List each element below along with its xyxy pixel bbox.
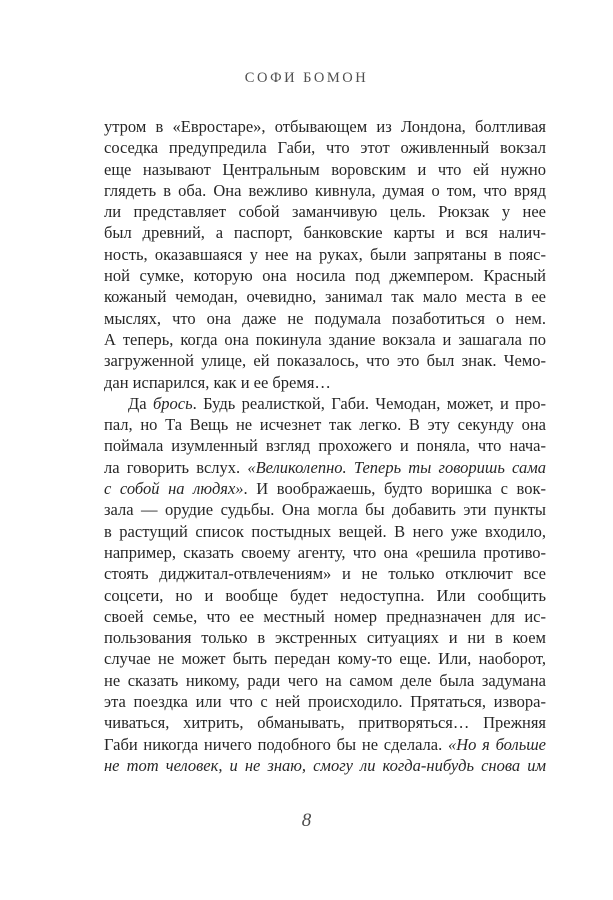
body-text: глядеть в оба. Она вежливо кивнула, думая о том, что вряд [104, 180, 546, 200]
body-text: соседка предупредила Габи, что этот оживленный вокзал [104, 138, 546, 158]
page-number: 8 [301, 810, 312, 831]
body-text: стоять диджитал-отвлечениям» и не только отключит все [104, 564, 546, 584]
text-line [104, 670, 546, 691]
body-text: . И воображаешь, будто воришка с вок- [243, 479, 546, 499]
text-line [104, 244, 546, 265]
body-text: ла говорить вслух. [104, 457, 248, 477]
body-text: Да [128, 393, 153, 413]
text-line [104, 521, 546, 542]
body-text: А теперь, когда она покинула здание вокзала и зашагала по [104, 329, 546, 349]
italic-text: не тот человек, и не знаю, смогу ли когда-нибудь снова им [104, 755, 546, 775]
text-line [104, 414, 546, 435]
text-line [104, 478, 546, 499]
body-text: поймала изумленный взгляд прохожего и поняла, что нача- [104, 436, 546, 456]
text-line [104, 137, 546, 158]
italic-text: «Но я больше [448, 734, 546, 754]
text-line [104, 606, 546, 627]
text-line [104, 648, 546, 669]
text-line [104, 201, 546, 222]
text-line [104, 542, 546, 563]
body-text: зала — орудие судьбы. Она могла бы добавить эти пункты [104, 500, 546, 520]
text-line [104, 265, 546, 286]
body-text: например, сказать своему агенту, что она «решила противо- [104, 542, 546, 562]
body-text: пал, но Та Вещь не исчезнет так легко. В эту секунду она [104, 415, 546, 435]
body-text: ность, оказавшаяся у нее на руках, были запрятаны в пояс- [104, 244, 546, 264]
running-header: СОФИ БОМОН [244, 70, 369, 86]
text-line [104, 712, 546, 733]
body-text: в растущий список постыдных вещей. В него уже входило, [104, 521, 546, 541]
body-text: пользования только в экстренных ситуациях и ни в коем [104, 628, 546, 648]
text-line [104, 627, 546, 648]
text-line [104, 372, 546, 393]
body-text: был древний, а паспорт, банковские карты и вся налич- [104, 223, 546, 243]
body-text: ли представляет собой заманчивую цель. Рюкзак у нее [104, 202, 546, 222]
text-block [104, 116, 546, 776]
body-text: Габи никогда ничего подобного бы не сделала. [104, 734, 448, 754]
body-text: мыслях, что она даже не подумала позаботиться о нем. [104, 308, 546, 328]
body-text: еще называют Центральным воровским и что ей нужно [104, 159, 546, 179]
text-line [104, 393, 546, 414]
body-text: соцсети, но и вообще будет недоступна. Или сообщить [104, 585, 546, 605]
italic-text: с собой на людях» [104, 479, 244, 499]
body-text: дан испарился, как и ее бремя… [104, 372, 331, 392]
body-text: не сказать никому, ради чего на самом деле была задумана [104, 670, 546, 690]
body-text: . Будь реалисткой, Габи. Чемодан, может, и про- [192, 393, 546, 413]
text-line [104, 180, 546, 201]
body-text: своей семье, что ее местный номер предназначен для ис- [104, 606, 546, 626]
text-line [104, 499, 546, 520]
text-line [104, 308, 546, 329]
text-line [104, 286, 546, 307]
body-text: загруженной улице, ей показалось, что это был знак. Чемо- [104, 351, 546, 371]
text-line [104, 116, 546, 137]
text-line [104, 435, 546, 456]
text-line [104, 734, 546, 755]
text-line [104, 159, 546, 180]
body-text: кожаный чемодан, очевидно, занимал так мало места в ее [104, 287, 546, 307]
italic-text: «Великолепно. Теперь ты говоришь сама [247, 457, 546, 477]
text-line [104, 329, 546, 350]
text-line [104, 457, 546, 478]
text-line [104, 350, 546, 371]
body-text: случае не может быть передан кому-то еще. Или, наоборот, [104, 649, 546, 669]
body-text: ной сумке, которую она носила под джемпером. Красный [104, 266, 546, 286]
body-text: чиваться, хитрить, обманывать, притворяться… Прежняя [104, 713, 546, 733]
text-line [104, 563, 546, 584]
body-text: утром в «Евростаре», отбывающем из Лондона, болтливая [104, 117, 546, 136]
text-line [104, 222, 546, 243]
text-line [104, 691, 546, 712]
italic-text: брось [152, 393, 193, 413]
body-text: эта поездка или что с ней происходило. Прятаться, извора- [104, 692, 546, 712]
text-line [104, 755, 546, 776]
text-line [104, 585, 546, 606]
